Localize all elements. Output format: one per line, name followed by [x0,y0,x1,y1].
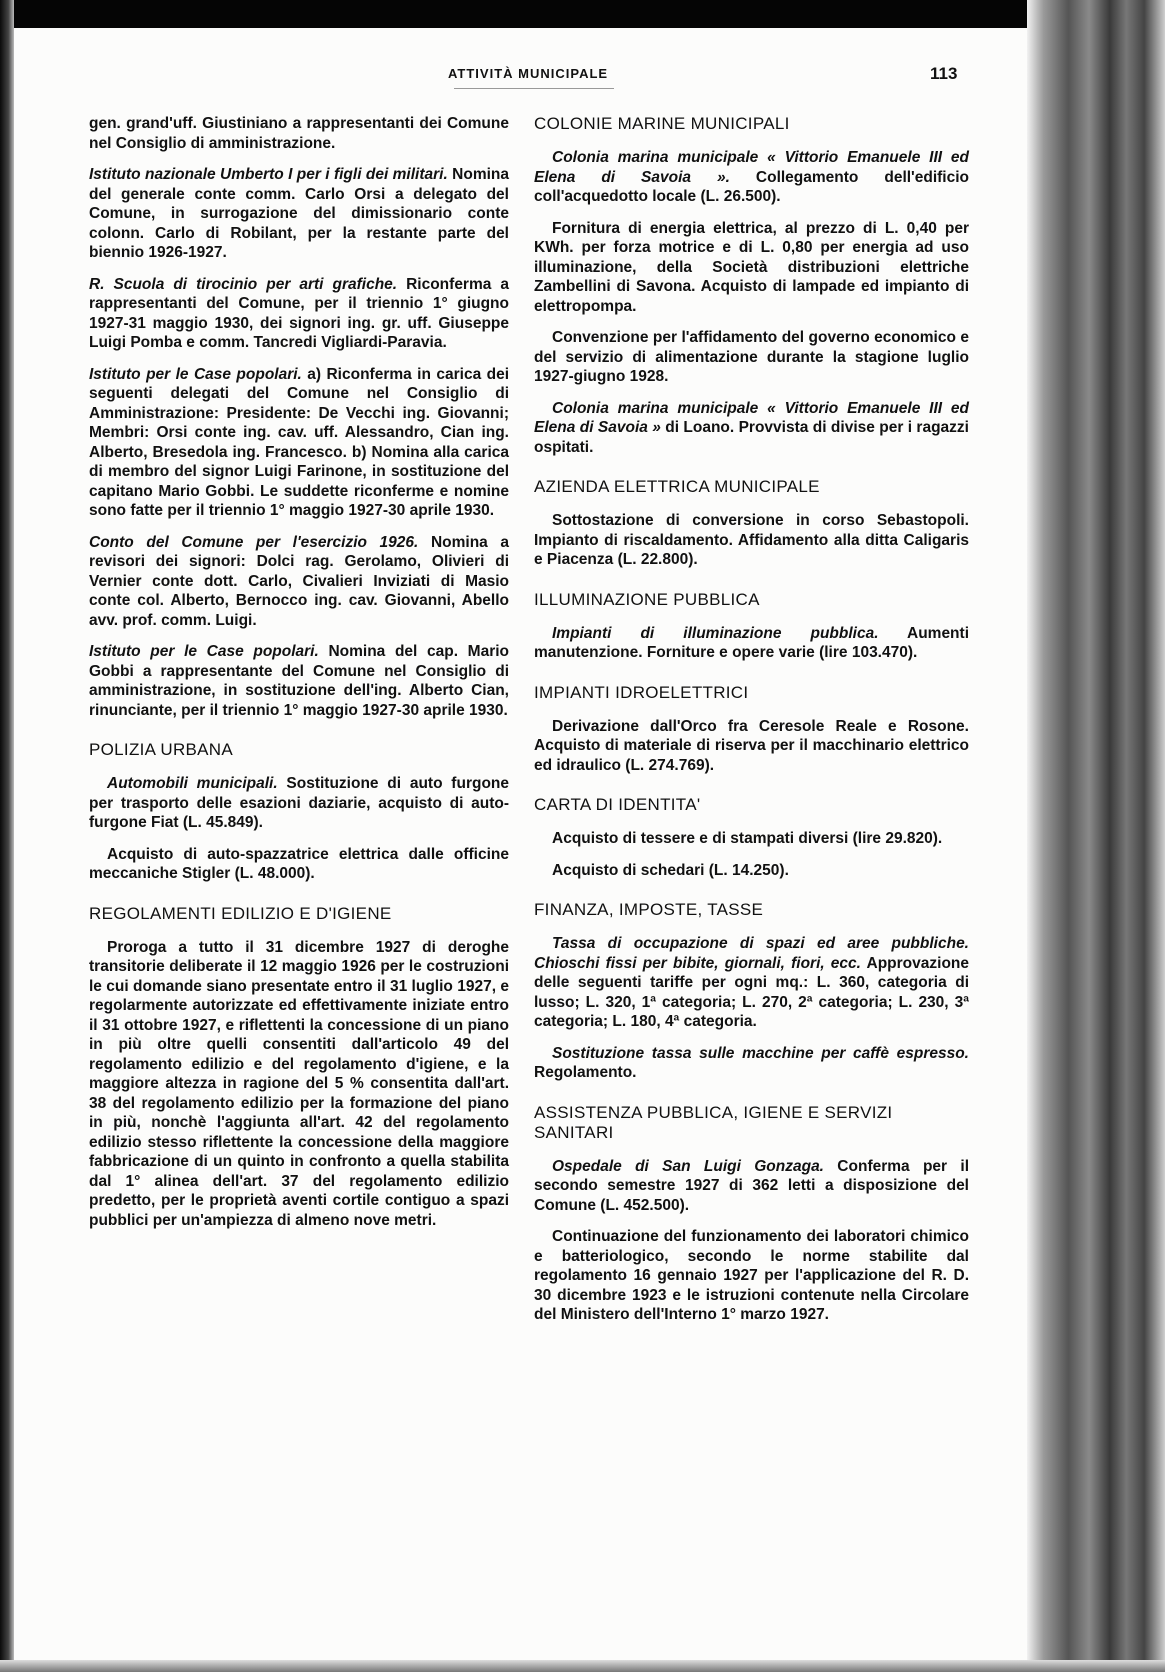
section-heading: ILLUMINAZIONE PUBBLICA [534,589,760,609]
paragraph-lead-title: Ospedale di San Luigi Gonzaga. [552,1157,824,1175]
paragraph-lead-title: Colonia marina municipale « Vittorio Emanuele III ed Elena di Savoia » [534,399,969,436]
paragraph-body: a) Riconferma in carica dei seguenti delegati del Comune nel Consiglio di Amministrazione: Presidente: De Vecchi ing. Giovanni; Membri: Orsi conte ing. cav. uff. Alessandro, Cian ing. Alberto, Bresedola ing. Francesco. b) Nomina alla carica di membro del signor Luigi Farinone, in sostituzione del capitano Mario Gobbi. Le suddette riconferme e nomine sono fatte per il triennio 1° maggio 1927-30 aprile 1930. [89,365,509,519]
paragraph [89,774,509,833]
header-rule [454,88,614,89]
paragraph-lead-title: Conto del Comune per l'esercizio 1926. [89,533,419,551]
section-heading: IMPIANTI IDROELETTRICI [534,682,749,702]
paragraph-body: Conferma per il secondo semestre 1927 di 362 letti a disposizione del Comune (L. 452.500). [534,1157,970,1214]
section-heading: ASSISTENZA PUBBLICA, IGIENE E SERVIZI SANITARI [534,1102,893,1142]
paragraph-lead-title: Colonia marina municipale « Vittorio Emanuele III ed Elena di Savoia ». [534,149,969,186]
paragraph [89,114,509,153]
paragraph [89,275,509,353]
paragraph-body: Continuazione del funzionamento dei laboratori chimico e batteriologico, secondo le norme stabilite dal regolamento 16 gennaio 1927 per l'applicazione del R. D. 30 dicembre 1923 e le istruzioni contenute nella Circolare del Ministero dell'Interno 1° marzo 1927. [534,1228,969,1323]
book-page [14,28,1027,1660]
paragraph-body: Collegamento dell'edificio coll'acquedotto locale (L. 26.500). [534,168,969,205]
paragraph [534,511,969,570]
paragraph-body: Acquisto di tessere e di stampati diversi (lire 29.820). [552,830,943,847]
paragraph-body: Regolamento. [534,1064,637,1081]
paragraph [534,1044,969,1083]
scan-left-edge [0,0,14,1672]
paragraph-body: Aumenti manutenzione. Forniture e opere varie (lire 103.470). [534,624,969,661]
paragraph-lead-title: Sostituzione tassa sulle macchine per caffè espresso. [552,1044,969,1062]
scan-bottom-edge [0,1660,1165,1672]
paragraph-body: Sostituzione di auto furgone per trasporto delle esazioni daziarie, acquisto di auto-furgone Fiat (L. 45.849). [89,775,509,831]
paragraph [534,1227,969,1325]
section-heading: REGOLAMENTI EDILIZIO E D'IGIENE [89,903,392,923]
paragraph [534,219,969,317]
paragraph [89,642,509,720]
paragraph [534,399,969,458]
paragraph [534,934,969,1032]
page-number: 113 [930,64,958,83]
running-header: ATTIVITÀ MUNICIPALE [448,66,609,81]
scan-top-border [0,0,1165,28]
paragraph [534,328,969,387]
right-column [534,114,969,1337]
paragraph-lead-title: Automobili municipali. [107,775,278,792]
paragraph [534,829,969,849]
paragraph [89,365,509,521]
paragraph-lead-title: Tassa di occupazione di spazi ed aree pubbliche. Chioschi fissi per bibite, giornali, fiori, ecc. [534,935,969,972]
paragraph [89,938,509,1231]
left-column [89,114,509,1242]
paragraph [534,624,969,663]
paragraph-lead-title: Impianti di illuminazione pubblica. [552,624,879,642]
section-heading: FINANZA, IMPOSTE, TASSE [534,900,764,919]
book-page-edges [1027,0,1165,1672]
paragraph-body: Convenzione per l'affidamento del governo economico e del servizio di alimentazione durante la stagione luglio 1927-giugno 1928. [534,329,969,385]
paragraph-lead-title: R. Scuola di tirocinio per arti grafiche. [89,275,398,293]
section-heading: POLIZIA URBANA [89,740,234,759]
paragraph [534,861,969,881]
paragraph-body: Acquisto di auto-spazzatrice elettrica dalle officine meccaniche Stigler (L. 48.000). [89,845,509,882]
paragraph-lead-title: Istituto nazionale Umberto I per i figli dei militari. [89,166,448,183]
paragraph [534,717,969,776]
paragraph-body: Proroga a tutto il 31 dicembre 1927 di deroghe transitorie deliberate il 12 maggio 1926 per le costruzioni le cui domande siano presentate entro il 31 luglio 1927, e regolarmente autorizzate ed effettivamente iniziate entro il 31 ottobre 1927, e riflettenti la concessione di un piano in più oltre quelli consentiti dall'articolo 49 del regolamento edilizio e del regolamento d'igiene, e la maggiore altezza in ragione del 5 % consentita dall'art. 38 del regolamento edilizio per la formazione del piano in più, nonchè l'aggiunta all'art. 42 del regolamento edilizio stesso riflettente la concessione della maggiore fabbricazione di un quinto in confronto a quella stabilita dal 1° alinea dell'art. 37 del regolamento edilizio predetto, per le proprietà aventi cortile contiguo a spazi pubblici per un'ampiezza di almeno nove metri. [89,938,509,1229]
paragraph [534,148,969,207]
paragraph-lead-title: Istituto per le Case popolari. [89,365,302,383]
section-heading: CARTA DI IDENTITA' [534,795,701,814]
paragraph [534,1157,969,1216]
paragraph-body: Fornitura di energia elettrica, al prezzo di L. 0,40 per KWh. per forza motrice e di L. 0,80 per energia ad uso illuminazione, della Società distribuzioni elettriche Zambellini di Savona. Acquisto di lampade ed impianto di elettropompa. [534,219,969,315]
paragraph [89,165,509,263]
paragraph [89,533,509,631]
paragraph-body: di Loano. Provvista di divise per i ragazzi ospitati. [534,419,969,456]
paragraph-body: Riconferma a rappresentanti del Comune, per il triennio 1° giugno 1927-31 maggio 1930, dei signori ing. gr. uff. Giuseppe Luigi Pomba e comm. Tancredi Vigliardi-Paravia. [89,275,509,351]
section-heading: AZIENDA ELETTRICA MUNICIPALE [534,477,820,496]
section-heading: COLONIE MARINE MUNICIPALI [534,114,790,133]
paragraph-body: Approvazione delle seguenti tariffe per ogni mq.: L. 360, categoria di lusso; L. 320, 1ª categoria; L. 270, 2ª categoria; L. 230, 3ª categoria; L. 180, 4ª categoria. [534,954,969,1030]
paragraph-body: gen. grand'uff. Giustiniano a rappresentanti dei Comune nel Consiglio di amministrazione. [89,115,509,152]
paragraph-body: Nomina del cap. Mario Gobbi a rappresentante del Comune nel Consiglio di amministrazione, in sostituzione dell'ing. Alberto Cian, rinunciante, per il triennio 1° maggio 1927-30 aprile 1930. [89,643,509,719]
paragraph-body: Sottostazione di conversione in corso Sebastopoli. Impianto di riscaldamento. Affidamento alla ditta Caligaris e Piacenza (L. 22.800). [534,512,969,568]
paragraph-lead-title: Istituto per le Case popolari. [89,643,319,660]
paragraph-body: Nomina a revisori dei signori: Dolci rag. Gerolamo, Olivieri di Vernier conte dott. Carlo, Civalieri Inviziati di Masio conte col. Alberto, Bernocco ing. cav. Giovanni, Abello avv. prof. comm. Luigi. [89,533,509,629]
paragraph [89,845,509,884]
paragraph-body: Acquisto di schedari (L. 14.250). [552,861,789,879]
paragraph-body: Derivazione dall'Orco fra Ceresole Reale e Rosone. Acquisto di materiale di riserva per il macchinario elettrico ed idraulico (L. 274.769). [534,717,969,774]
paragraph-body: Nomina del generale conte comm. Carlo Orsi a delegato del Comune, in surrogazione del dimissionario conte colonn. Carlo di Robilant, per la restante parte del biennio 1926-1927. [89,166,509,261]
